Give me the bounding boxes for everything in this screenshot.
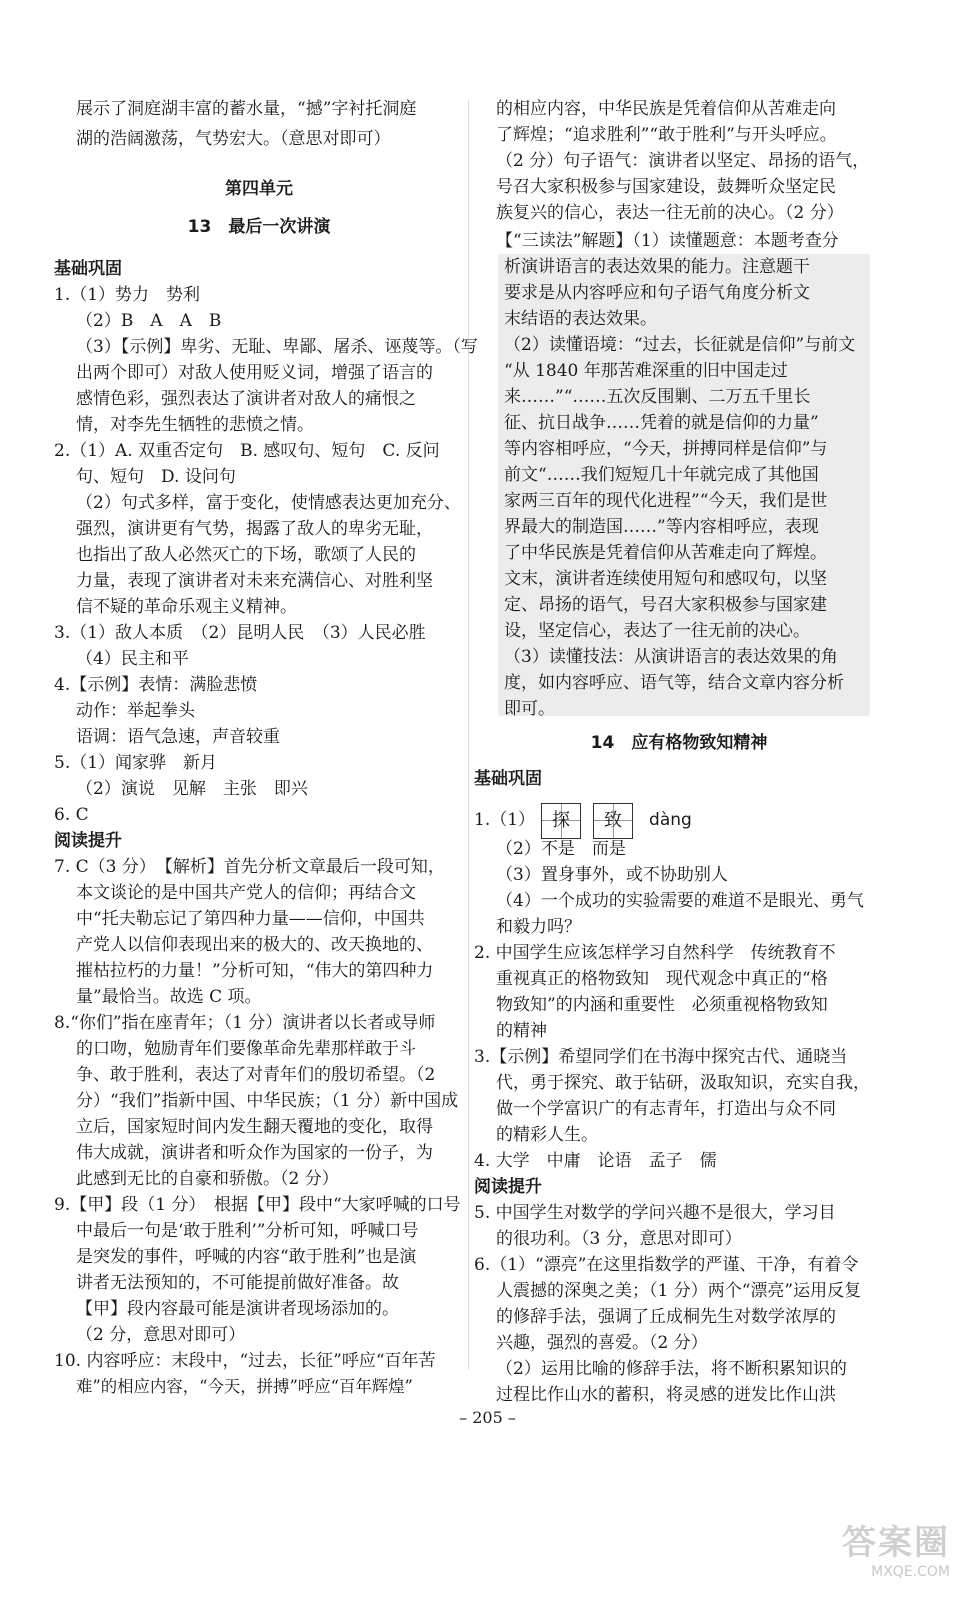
answer-line: （2）运用比喻的修辞手法，将不断积累知识的 (496, 1359, 847, 1379)
answer-line: 句、短句 D. 设问句 (76, 467, 236, 487)
answer-line: 讲者无法预知的，不可能提前做好准备。故 (76, 1273, 399, 1293)
tip-line: 末结语的表达效果。 (504, 309, 657, 329)
answer-line: 族复兴的信心，表达一往无前的决心。（2 分） (496, 203, 844, 223)
answer-line: 本文谈论的是中国共产党人的信仰；再结合文 (76, 883, 416, 903)
answer-line: （3）置身事外，或不协助别人 (496, 865, 728, 885)
answer-line: 6.（1）“漂亮”在这里指数学的严谨、干净，有着令 (474, 1255, 859, 1275)
answer-line: 难”的相应内容，“今天，拼搏”呼应“百年辉煌” (76, 1377, 413, 1396)
answer-line: 中“托夫勒忘记了第四种力量——信仰，中国共 (76, 909, 425, 929)
section-heading: 阅读提升 (474, 1177, 542, 1197)
answer-line: （4）一个成功的实验需要的难道不是眼光、勇气 (496, 891, 864, 911)
answer-line: （2）不是 而是 (496, 839, 626, 859)
text-line: 展示了洞庭湖丰富的蓄水量，“撼”字衬托洞庭 (76, 99, 417, 119)
lesson-title: 14 应有格物致知精神 (590, 733, 768, 753)
unit-title: 第四单元 (225, 179, 293, 199)
answer-line: 产党人以信仰表现出来的极大的、改天换地的、 (76, 935, 433, 955)
tip-line: 征、抗日战争……凭着的就是信仰的力量” (504, 413, 819, 433)
answer-line: 的修辞手法，强调了丘成桐先生对数学浓厚的 (496, 1307, 836, 1327)
answer-line: 是突发的事件，呼喊的内容“敢于胜利”也是演 (76, 1247, 417, 1267)
answer-line: 3.【示例】希望同学们在书海中探究古代、通晓当 (474, 1047, 848, 1067)
answer-line: 8.“你们”指在座青年；（1 分）演讲者以长者或导师 (54, 1013, 436, 1033)
answer-line: 伟大成就，演讲者和听众作为国家的一份子，为 (76, 1143, 433, 1163)
answer-line: 动作：举起拳头 (76, 701, 195, 721)
answer-line: 中最后一句是‘敢于胜利’”分析可知，呼喊口号 (76, 1221, 419, 1241)
answer-line: 的口吻，勉励青年们要像革命先辈那样敢于斗 (76, 1039, 416, 1059)
answer-line: 5. 中国学生对数学的学问兴趣不是很大，学习目 (474, 1203, 836, 1223)
answer-line: 2. 中国学生应该怎样学习自然科学 传统教育不 (474, 943, 836, 963)
tip-line: 前文“……我们短短几十年就完成了其他国 (504, 465, 819, 485)
answer-line: 力量，表现了演讲者对未来充满信心、对胜利坚 (76, 571, 433, 591)
tip-line: （2）读懂语境：“过去，长征就是信仰”与前文 (504, 335, 856, 355)
watermark-logo-text: 答案圈 (842, 1523, 950, 1563)
character-box: 致 (593, 803, 633, 839)
section-heading: 基础巩固 (54, 259, 122, 279)
tip-line: 等内容相呼应，“今天，拼搏同样是信仰”与 (504, 439, 828, 459)
answer-line: 分）“我们”指新中国、中华民族；（1 分）新中国成 (76, 1091, 459, 1111)
answer-line: 号召大家积极参与国家建设，鼓舞听众坚定民 (496, 177, 836, 197)
answer-line: 重视真正的格物致知 现代观念中真正的“格 (496, 969, 828, 989)
answer-line: 量”最恰当。故选 C 项。 (76, 987, 262, 1007)
tip-line: 度，如内容呼应、语气等，结合文章内容分析 (504, 673, 844, 693)
tip-line: 文末，演讲者连续使用短句和感叹句，以坚 (504, 569, 827, 589)
answer-line: 感情色彩，强烈表达了演讲者对敌人的痛恨之 (76, 389, 416, 409)
section-heading: 基础巩固 (474, 769, 542, 789)
answer-line: 物致知”的内涵和重要性 必须重视格物致知 (496, 995, 828, 1015)
column-divider (468, 100, 469, 1370)
tip-line: 了中华民族是凭着信仰从苦难走向了辉煌。 (504, 543, 827, 563)
tip-line: 来……”“……五次反围剿、二万五千里长 (504, 387, 811, 407)
answer-line: 争、敢于胜利，表达了对青年们的殷切希望。（2 (76, 1065, 436, 1085)
answer-line: 9.【甲】段（1 分） 根据【甲】段中“大家呼喊的口号 (54, 1195, 461, 1215)
tip-line: 即可。 (504, 699, 555, 719)
text-line: 湖的浩阔激荡，气势宏大。（意思对即可） (76, 129, 391, 149)
answer-line: （2 分）句子语气：演讲者以坚定、昂扬的语气， (496, 151, 870, 171)
answer-line: 信不疑的革命乐观主义精神。 (76, 597, 297, 617)
answer-line: 代，勇于探究、敢于钻研，汲取知识，充实自我， (496, 1073, 870, 1093)
answer-line: 的很功利。（3 分，意思对即可） (496, 1229, 742, 1249)
answer-line: 和毅力吗？ (496, 917, 581, 937)
answer-line: （4）民主和平 (76, 649, 189, 669)
lesson-title: 13 最后一次讲演 (187, 217, 331, 237)
answer-line: 情，对李先生牺牲的悲愤之情。 (76, 415, 314, 435)
answer-prefix: 1.（1） (474, 810, 536, 830)
answer-line: 3.（1）敌人本质 （2）昆明人民 （3）人民必胜 (54, 623, 426, 643)
tip-line: “从 1840 年那苦难深重的旧中国走过 (504, 361, 788, 381)
answer-line: 也指出了敌人必然灭亡的下场，歌颂了人民的 (76, 545, 416, 565)
answer-line: 10. 内容呼应：末段中，“过去，长征”呼应“百年苦 (54, 1351, 436, 1371)
answer-line: 做一个学富识广的有志青年，打造出与众不同 (496, 1099, 836, 1119)
site-watermark (820, 1515, 950, 1585)
page-number: – 205 – (459, 1408, 516, 1427)
watermark-url: MXQE.COM (871, 1564, 950, 1580)
answer-line (474, 800, 692, 840)
tip-line: （3）读懂技法：从演讲语言的表达效果的角 (504, 647, 838, 667)
answer-line: 2.（1）A. 双重否定句 B. 感叹句、短句 C. 反问 (54, 441, 440, 461)
answer-line: 1.（1）势力 势利 (54, 285, 201, 305)
answer-line: 5.（1）闻家骅 新月 (54, 753, 218, 773)
answer-line: 语调：语气急速，声音较重 (76, 727, 280, 747)
answer-line: 兴趣，强烈的喜爱。（2 分） (496, 1333, 708, 1353)
answer-line: 出两个即可）对敌人使用贬义词，增强了语言的 (76, 363, 433, 383)
answer-line: 的精神 (496, 1021, 547, 1041)
answer-line: 6. C (54, 805, 89, 825)
answer-line: 人震撼的深奥之美；（1 分）两个“漂亮”运用反复 (496, 1281, 862, 1301)
tip-line: 家两三百年的现代化进程”“今天，我们是世 (504, 491, 828, 511)
tip-line: 【“三读法”解题】（1）读懂题意：本题考查分 (496, 231, 839, 251)
tip-line: 要求是从内容呼应和句子语气角度分析文 (504, 283, 810, 303)
answer-line: 【甲】段内容最可能是演讲者现场添加的。 (76, 1299, 399, 1319)
answer-line: 了辉煌；“追求胜利”“敢于胜利”与开头呼应。 (496, 125, 837, 145)
answer-line: 7. C（3 分） 【解析】首先分析文章最后一段可知， (54, 857, 445, 877)
answer-line: 的相应内容，中华民族是凭着信仰从苦难走向 (496, 99, 836, 119)
tip-line: 定、昂扬的语气，号召大家积极参与国家建 (504, 595, 827, 615)
tip-line: 设，坚定信心，表达了一往无前的决心。 (504, 621, 810, 641)
answer-line: 4.【示例】表情：满脸悲愤 (54, 675, 258, 695)
answer-line: （2）句式多样，富于变化，使情感表达更加充分、 (76, 493, 461, 513)
answer-line: （2）演说 见解 主张 即兴 (76, 779, 308, 799)
answer-line: （2）B A A B (76, 311, 222, 331)
answer-line: 过程比作山水的蓄积，将灵感的迸发比作山洪 (496, 1385, 836, 1405)
answer-line: 的精彩人生。 (496, 1125, 598, 1145)
character-box: 探 (541, 803, 581, 839)
answer-line: （3）【示例】卑劣、无耻、卑鄙、屠杀、诬蔑等。（写 (76, 337, 478, 357)
section-heading: 阅读提升 (54, 831, 122, 851)
answer-line: 立后，国家短时间内发生翻天覆地的变化，取得 (76, 1117, 433, 1137)
pinyin-answer: dàng (649, 810, 692, 830)
answer-line: 此感到无比的自豪和骄傲。（2 分） (76, 1169, 339, 1189)
answer-line: 摧枯拉朽的力量！”分析可知，“伟大的第四种力 (76, 961, 434, 981)
tip-line: 界最大的制造国……”等内容相呼应，表现 (504, 517, 819, 537)
answer-line: 强烈，演讲更有气势，揭露了敌人的卑劣无耻， (76, 519, 433, 539)
answer-line: （2 分，意思对即可） (76, 1325, 246, 1345)
answer-line: 4. 大学 中庸 论语 孟子 儒 (474, 1151, 717, 1171)
tip-line: 析演讲语言的表达效果的能力。注意题干 (504, 257, 810, 277)
